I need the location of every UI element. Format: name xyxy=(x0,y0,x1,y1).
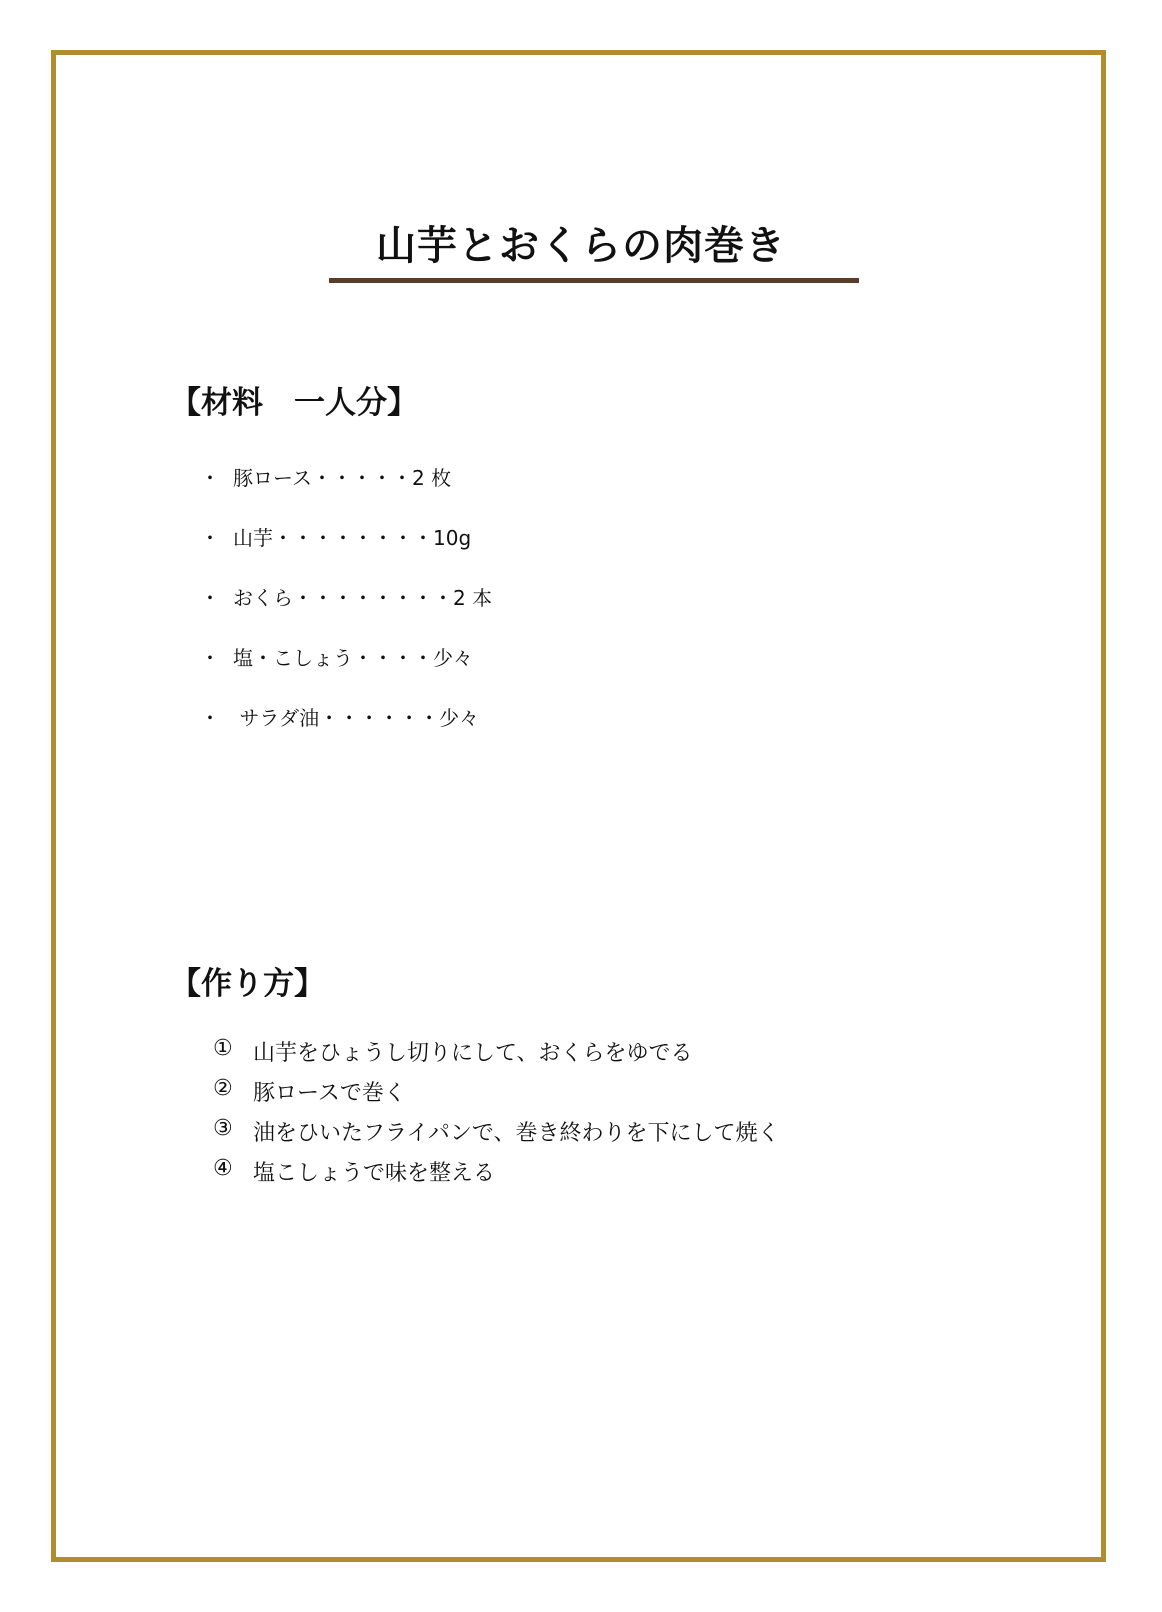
step-number: ② xyxy=(213,1076,233,1101)
step-text: 豚ロースで巻く xyxy=(253,1081,406,1106)
list-item xyxy=(200,462,492,522)
step-number: ④ xyxy=(213,1156,233,1181)
bullet-icon: ・ xyxy=(200,526,220,550)
list-item xyxy=(213,1156,779,1196)
ingredient-text: おくら・・・・・・・・2 本 xyxy=(233,586,493,610)
list-item xyxy=(200,522,492,582)
bullet-icon: ・ xyxy=(200,586,220,610)
title-underline xyxy=(329,278,859,283)
bullet-icon: ・ xyxy=(200,466,220,490)
ingredients-list xyxy=(200,462,492,762)
list-item xyxy=(213,1116,779,1156)
bullet-icon: ・ xyxy=(200,646,220,670)
step-text: 山芋をひょうし切りにして、おくらをゆでる xyxy=(253,1041,693,1066)
list-item xyxy=(200,642,492,702)
page-border xyxy=(51,50,1106,1562)
step-number: ① xyxy=(213,1036,233,1061)
list-item xyxy=(213,1076,779,1116)
list-item xyxy=(200,582,492,642)
ingredient-text: サラダ油・・・・・・少々 xyxy=(233,706,480,730)
ingredient-text: 山芋・・・・・・・・10g xyxy=(233,526,472,550)
step-number: ③ xyxy=(213,1116,233,1141)
ingredient-text: 豚ロース・・・・・2 枚 xyxy=(233,466,452,490)
list-item xyxy=(200,702,492,762)
list-item xyxy=(213,1036,779,1076)
ingredients-heading: 【材料 一人分】 xyxy=(170,385,418,421)
bullet-icon: ・ xyxy=(200,706,220,730)
recipe-title: 山芋とおくらの肉巻き xyxy=(376,223,786,269)
steps-list xyxy=(213,1036,779,1196)
step-text: 塩こしょうで味を整える xyxy=(253,1161,496,1186)
step-text: 油をひいたフライパンで、巻き終わりを下にして焼く xyxy=(253,1121,780,1146)
steps-heading: 【作り方】 xyxy=(170,966,325,1002)
ingredient-text: 塩・こしょう・・・・少々 xyxy=(233,646,473,670)
